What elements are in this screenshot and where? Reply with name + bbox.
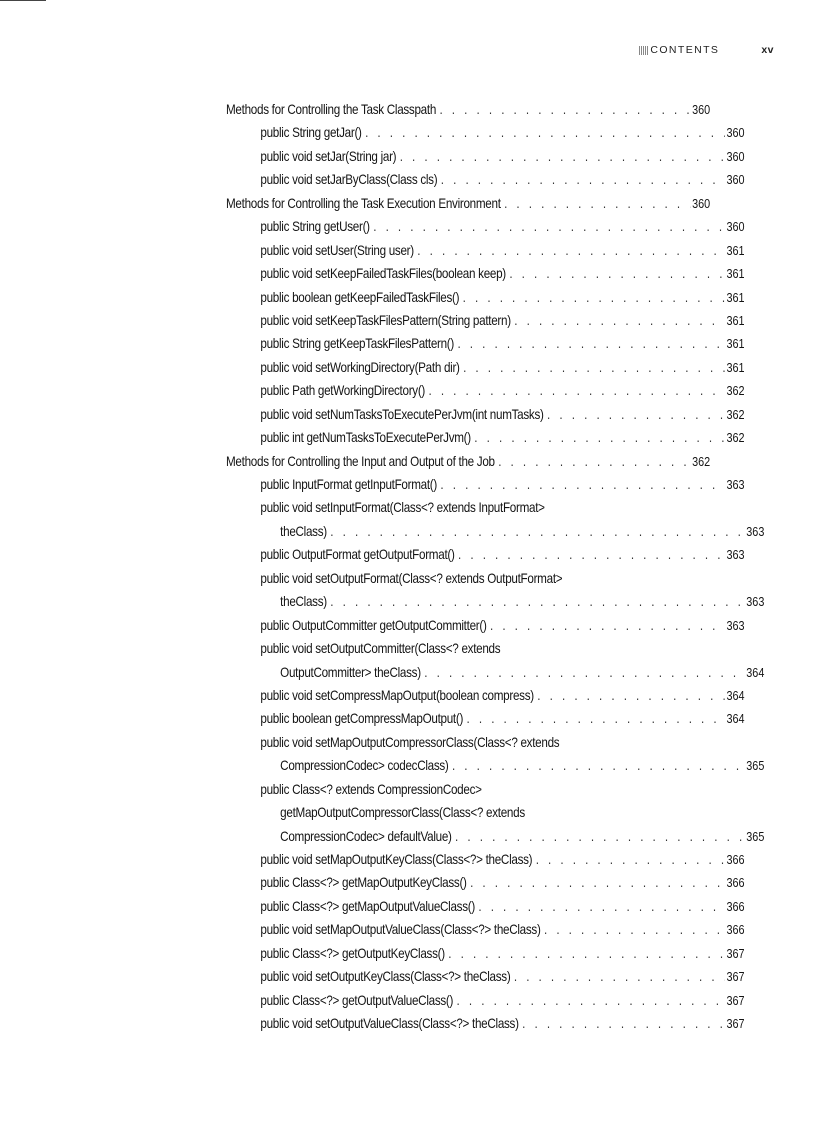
toc-entry-page: 362 [692, 454, 711, 469]
toc-entry-continuation[interactable] [226, 754, 764, 777]
toc-entry[interactable] [226, 356, 745, 379]
toc-entry[interactable] [226, 379, 745, 402]
dot-leader [417, 239, 724, 262]
toc-entry[interactable] [226, 684, 745, 707]
toc-entry-continuation[interactable] [226, 590, 764, 613]
dot-leader [536, 848, 725, 871]
dot-leader [458, 543, 725, 566]
toc-entry-title: public void setWorkingDirectory(Path dir) [260, 359, 460, 375]
toc-entry-title: OutputCommitter> theClass) [280, 664, 421, 680]
toc-entry-page: 366 [726, 853, 745, 867]
toc-entry-page: 360 [692, 103, 711, 117]
dot-leader [470, 871, 725, 894]
dot-leader [544, 918, 725, 941]
toc-entry-title: public void setMapOutputKeyClass(Class<?> theClass) [260, 852, 533, 867]
toc-entry-page: 367 [726, 970, 745, 985]
toc-entry-page: 361 [726, 337, 745, 352]
toc-entry-title: public void setJarByClass(Class cls) [260, 172, 438, 188]
dot-leader [455, 825, 745, 848]
toc-entry-page: 360 [726, 173, 745, 188]
toc-entry-title: public OutputCommitter getOutputCommitter() [260, 617, 487, 633]
dot-leader [498, 450, 690, 473]
dot-leader [537, 684, 724, 707]
dot-leader [509, 262, 724, 285]
toc-entry-page: 364 [726, 688, 745, 703]
toc-entry[interactable] [226, 215, 745, 238]
toc-entry-page: 361 [726, 267, 745, 282]
toc-entry[interactable] [226, 989, 745, 1012]
toc-entry[interactable] [226, 403, 745, 426]
toc-section-entry[interactable] [226, 450, 710, 473]
toc-entry-title: public OutputFormat getOutputFormat() [260, 547, 455, 563]
toc-entry-page: 365 [746, 759, 765, 774]
toc-entry-title: public void setInputFormat(Class<? extends InputFormat> [260, 500, 545, 516]
toc-section-entry[interactable] [226, 192, 710, 215]
dot-leader [478, 895, 724, 918]
toc-entry-page: 360 [726, 220, 745, 235]
running-head [639, 44, 774, 56]
dot-leader [467, 707, 725, 730]
dot-leader [439, 98, 690, 121]
toc-entry-title: Methods for Controlling the Input and Output of the Job [226, 453, 495, 469]
toc-entry[interactable] [226, 262, 745, 285]
toc-entry-page: 363 [726, 548, 745, 563]
toc-entry-title: public InputFormat getInputFormat() [260, 477, 437, 492]
dot-leader [457, 332, 724, 355]
toc-entry-page: 364 [726, 712, 745, 727]
dot-leader [440, 473, 724, 496]
toc-entry-page: 362 [726, 407, 745, 422]
toc-entry-title: public void setKeepFailedTaskFiles(boolean keep) [260, 266, 506, 282]
toc-entry-title: public void setOutputFormat(Class<? extends OutputFormat> [260, 570, 563, 586]
toc-entry[interactable] [226, 309, 745, 332]
toc-entry-page: 366 [726, 876, 745, 891]
toc-entry-title: Methods for Controlling the Task Execution Environment [226, 195, 501, 211]
toc-entry-title: theClass) [280, 594, 327, 610]
toc-entry-title: CompressionCodec> defaultValue) [280, 828, 452, 844]
dot-leader [365, 121, 725, 144]
toc-entry-title: public Class<?> getMapOutputValueClass() [260, 898, 475, 914]
toc-entry-title: public void setCompressMapOutput(boolean compress) [260, 687, 534, 703]
toc-entry-page: 361 [726, 290, 745, 305]
toc-entry-continuation[interactable] [226, 825, 764, 848]
toc-entry[interactable] [226, 496, 745, 519]
toc-entry-page: 362 [726, 431, 745, 446]
toc-entry-page: 367 [726, 946, 745, 961]
toc-entry-title: public String getKeepTaskFilesPattern() [260, 336, 455, 352]
toc-entry[interactable] [226, 121, 745, 144]
toc-entry-page: 366 [726, 899, 745, 914]
toc-entry[interactable] [226, 778, 745, 801]
toc-entry-title: public void setOutputValueClass(Class<?> theClass) [260, 1016, 519, 1032]
toc-entry[interactable] [226, 543, 745, 566]
toc-entry-page: 360 [692, 196, 711, 211]
toc-entry-title: getMapOutputCompressorClass(Class<? extends [280, 805, 525, 821]
toc-entry-continuation[interactable] [226, 661, 764, 684]
toc-entry[interactable] [226, 145, 745, 168]
toc-entry-title: public boolean getCompressMapOutput() [260, 711, 464, 727]
dot-leader [452, 754, 745, 777]
toc-entry-title: public Class<?> getOutputValueClass() [260, 992, 454, 1008]
toc-entry[interactable] [226, 614, 745, 637]
toc-entry-page: 361 [726, 360, 745, 375]
dot-leader [428, 379, 724, 402]
toc-entry-title: public String getJar() [260, 125, 362, 141]
dot-leader [522, 1012, 725, 1035]
toc-entry[interactable] [226, 426, 745, 449]
toc-entry-title: public Class<?> getOutputKeyClass() [260, 945, 445, 961]
toc-entry[interactable] [226, 918, 745, 941]
toc-entry-title: public void setJar(String jar) [260, 148, 397, 164]
toc-entry-page: 361 [726, 243, 745, 258]
toc-entry[interactable] [226, 871, 745, 894]
page-number: xv [761, 44, 774, 56]
toc-entry[interactable] [226, 473, 745, 496]
toc-entry-continuation[interactable] [226, 520, 764, 543]
toc-entry-page: 367 [726, 1017, 745, 1032]
dot-leader [547, 403, 725, 426]
toc-entry-title: public Class<? extends CompressionCodec> [260, 781, 482, 797]
dot-leader [400, 145, 725, 168]
dot-leader [330, 590, 744, 613]
dot-leader [463, 286, 725, 309]
toc-section-entry[interactable] [226, 98, 710, 121]
toc-entry-page: 361 [726, 313, 745, 328]
dot-leader [490, 614, 725, 637]
toc-entry-continuation[interactable] [226, 801, 764, 824]
toc-entry[interactable] [226, 965, 745, 988]
dot-leader [474, 426, 724, 449]
dot-leader [463, 356, 725, 379]
toc-entry-title: public boolean getKeepFailedTaskFiles() [260, 289, 460, 305]
dot-leader [424, 661, 744, 684]
dot-leader [448, 942, 725, 965]
dot-leader [514, 965, 725, 988]
toc-entry-title: public int getNumTasksToExecutePerJvm() [260, 430, 471, 446]
toc-entry-title: public String getUser() [260, 219, 370, 235]
toc-entry[interactable] [226, 567, 745, 590]
toc-entry-title: public void setNumTasksToExecutePerJvm(int numTasks) [260, 406, 544, 422]
toc-entry[interactable] [226, 286, 745, 309]
toc-entry[interactable] [226, 332, 745, 355]
toc-entry-page: 363 [746, 595, 765, 610]
section-marker-icon [639, 46, 648, 55]
section-label: CONTENTS [650, 44, 720, 56]
toc-entry-title: public void setKeepTaskFilesPattern(String pattern) [260, 312, 511, 328]
toc-entry[interactable] [226, 707, 745, 730]
table-of-contents [226, 98, 765, 1036]
dot-leader [441, 168, 725, 191]
toc-entry-title: public void setUser(String user) [260, 242, 414, 258]
toc-entry-page: 360 [726, 149, 745, 164]
toc-entry-page: 363 [726, 618, 745, 633]
toc-entry[interactable] [226, 239, 745, 262]
toc-entry[interactable] [226, 848, 745, 871]
dot-leader [373, 215, 725, 238]
toc-entry-title: CompressionCodec> codecClass) [280, 758, 449, 774]
toc-entry-title: Methods for Controlling the Task Classpath [226, 102, 437, 117]
toc-entry-title: public void setOutputCommitter(Class<? extends [260, 641, 501, 657]
toc-entry-page: 363 [726, 478, 745, 492]
toc-entry-title: public void setMapOutputValueClass(Class<?> theClass) [260, 922, 541, 938]
toc-entry-page: 364 [746, 665, 765, 680]
toc-entry-page: 367 [726, 993, 745, 1008]
toc-entry-page: 362 [726, 384, 745, 399]
toc-entry[interactable] [226, 895, 745, 918]
toc-entry-page: 360 [726, 126, 745, 141]
crop-mark [0, 0, 46, 1]
toc-entry[interactable] [226, 168, 745, 191]
toc-entry[interactable] [226, 637, 745, 660]
toc-entry-page: 366 [726, 923, 745, 938]
dot-leader [330, 520, 744, 543]
toc-entry-page: 363 [746, 524, 765, 539]
toc-entry-page: 365 [746, 829, 765, 844]
dot-leader [514, 309, 725, 332]
dot-leader [504, 192, 690, 215]
toc-entry[interactable] [226, 1012, 745, 1035]
dot-leader [457, 989, 725, 1012]
toc-entry-title: public Path getWorkingDirectory() [260, 383, 426, 399]
toc-entry-title: public void setOutputKeyClass(Class<?> theClass) [260, 969, 511, 985]
toc-entry-title: public void setMapOutputCompressorClass(Class<? extends [260, 734, 560, 750]
toc-entry[interactable] [226, 942, 745, 965]
toc-entry-title: theClass) [280, 523, 327, 539]
toc-entry-title: public Class<?> getMapOutputKeyClass() [260, 875, 467, 891]
toc-entry[interactable] [226, 731, 745, 754]
